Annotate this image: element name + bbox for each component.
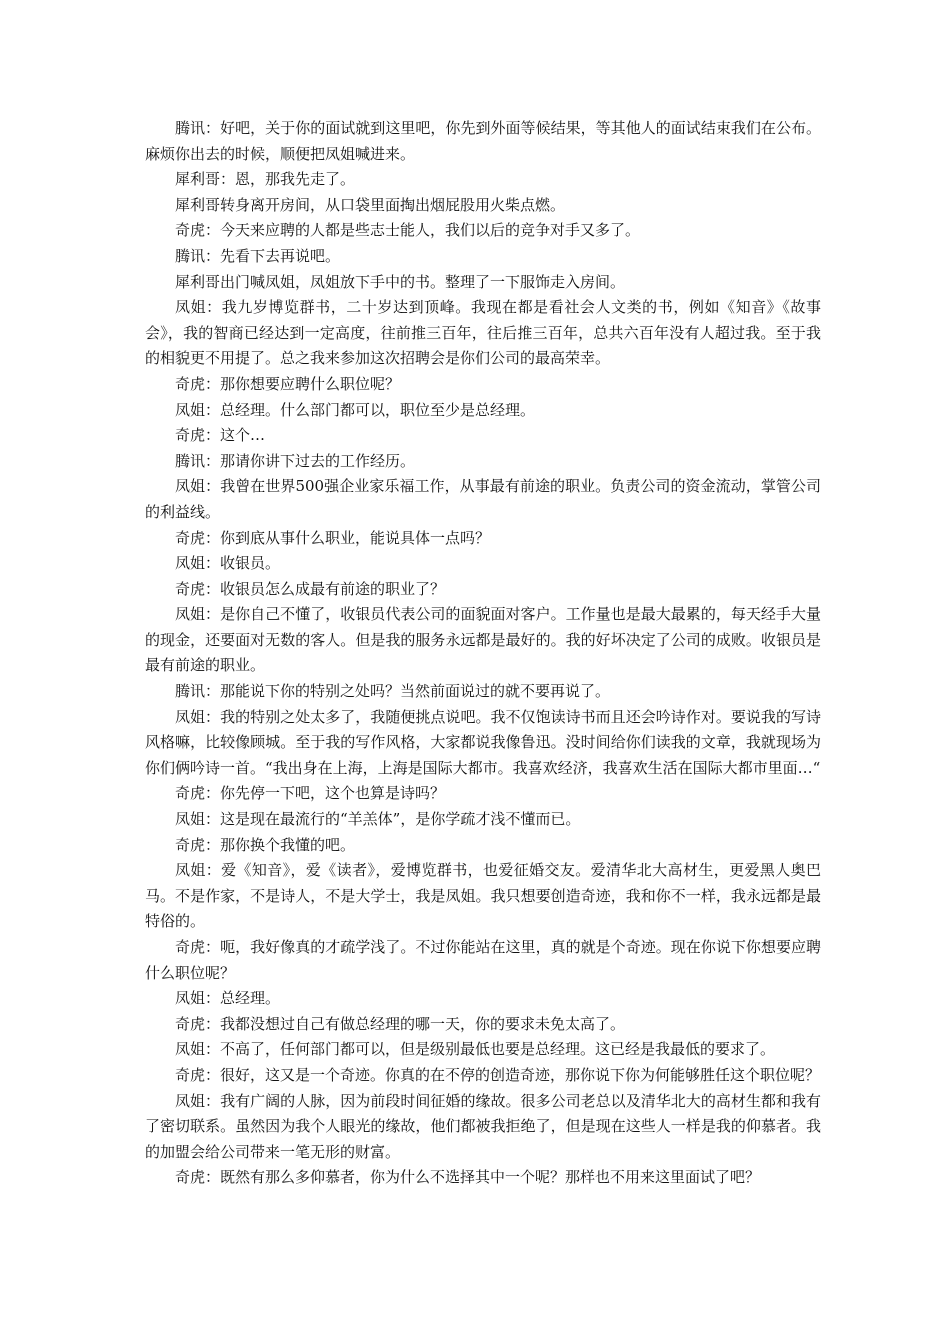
paragraph: 奇虎：既然有那么多仰慕者，你为什么不选择其中一个呢？那样也不用来这里面试了吧？ (175, 1168, 761, 1187)
paragraph: 凤姐：我九岁博览群书，二十岁达到顶峰。我现在都是看社会人文类的书，例如《知音》《故事会》，我的智商已经达到一定高度，往前推三百年，往后推三百年，总共六百年没有人超过我。至于我的相貌更不用提了。总之我来参加这次招聘会是你们公司的最高荣幸。 (145, 298, 821, 368)
paragraph: 腾讯：好吧，关于你的面试就到这里吧，你先到外面等候结果，等其他人的面试结束我们在公布。麻烦你出去的时候，顺便把凤姐喊进来。 (145, 119, 821, 163)
paragraph: 奇虎：今天来应聘的人都是些志士能人，我们以后的竞争对手又多了。 (175, 221, 641, 240)
paragraph: 凤姐：总经理。 (175, 989, 281, 1008)
paragraph: 奇虎：这个… (175, 426, 266, 445)
paragraph: 奇虎：呃，我好像真的才疏学浅了。不过你能站在这里，真的就是个奇迹。现在你说下你想要应聘什么职位呢？ (145, 938, 821, 982)
paragraph: 凤姐：是你自己不懂了，收银员代表公司的面貌面对客户。工作量也是最大最累的，每天经手大量的现金，还要面对无数的客人。但是我的服务永远都是最好的。我的好坏决定了公司的成败。收银员是最有前途的职业。 (145, 605, 821, 675)
paragraph: 奇虎：你到底从事什么职业，能说具体一点吗？ (175, 528, 491, 547)
paragraph: 凤姐：这是现在最流行的“羊羔体”，是你学疏才浅不懂而已。 (175, 810, 581, 829)
paragraph: 奇虎：很好，这又是一个奇迹。你真的在不停的创造奇迹，那你说下你为何能够胜任这个职位呢？ (175, 1065, 821, 1084)
paragraph: 凤姐：我有广阔的人脉，因为前段时间征婚的缘故。很多公司老总以及清华北大的高材生都和我有了密切联系。虽然因为我个人眼光的缘故，他们都被我拒绝了，但是现在这些人一样是我的仰慕者。我的加盟会给公司带来一笔无形的财富。 (145, 1091, 821, 1161)
paragraph: 奇虎：收银员怎么成最有前途的职业了？ (175, 579, 446, 598)
paragraph: 犀利哥：恩，那我先走了。 (175, 170, 356, 189)
paragraph: 腾讯：那请你讲下过去的工作经历。 (175, 451, 416, 470)
paragraph: 凤姐：收银员。 (175, 554, 281, 573)
paragraph: 奇虎：那你换个我懂的吧。 (175, 835, 356, 854)
paragraph: 凤姐：总经理。什么部门都可以，职位至少是总经理。 (175, 400, 536, 419)
paragraph: 凤姐：不高了，任何部门都可以，但是级别最低也要是总经理。这已经是我最低的要求了。 (175, 1040, 776, 1059)
paragraph: 凤姐：爱《知音》，爱《读者》，爱博览群书，也爱征婚交友。爱清华北大高材生，更爱黑人奥巴马。不是作家，不是诗人，不是大学士，我是凤姐。我只想要创造奇迹，我和你不一样，我永远都是最特俗的。 (145, 861, 821, 931)
document-body (145, 116, 821, 1191)
paragraph: 凤姐：我曾在世界500强企业家乐福工作，从事最有前途的职业。负责公司的资金流动，掌管公司的利益线。 (145, 477, 821, 521)
paragraph: 奇虎：我都没想过自己有做总经理的哪一天，你的要求未免太高了。 (175, 1014, 626, 1033)
paragraph: 凤姐：我的特别之处太多了，我随便挑点说吧。我不仅饱读诗书而且还会吟诗作对。要说我的写诗风格嘛，比较像顾城。至于我的写作风格，大家都说我像鲁迅。没时间给你们读我的文章，我就现场为你们俩吟诗一首。“我出身在上海，上海是国际大都市。我喜欢经济，我喜欢生活在国际大都市里面…“ (145, 707, 821, 777)
paragraph: 犀利哥转身离开房间，从口袋里面掏出烟屁股用火柴点燃。 (175, 195, 566, 214)
paragraph: 犀利哥出门喊凤姐，凤姐放下手中的书。整理了一下服饰走入房间。 (175, 272, 626, 291)
paragraph: 腾讯：先看下去再说吧。 (175, 246, 341, 265)
paragraph: 腾讯：那能说下你的特别之处吗？当然前面说过的就不要再说了。 (175, 682, 611, 701)
paragraph: 奇虎：那你想要应聘什么职位呢？ (175, 374, 401, 393)
paragraph: 奇虎：你先停一下吧，这个也算是诗吗？ (175, 784, 446, 803)
